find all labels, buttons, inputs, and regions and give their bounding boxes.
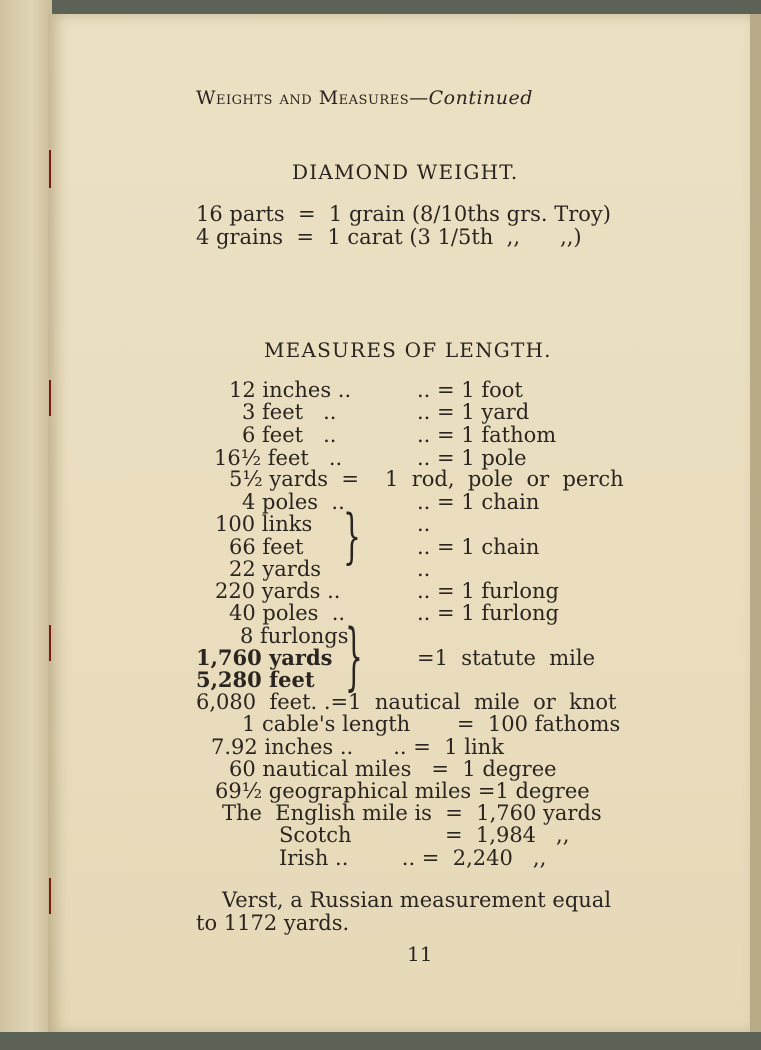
- running-header: [196, 86, 533, 110]
- length-right: .. = 1 furlong: [417, 579, 559, 603]
- margin-mark: [49, 150, 51, 188]
- length-right: ..: [417, 512, 431, 536]
- length-right: .. = 1 furlong: [417, 601, 559, 625]
- length-right: .. = 1 yard: [417, 400, 530, 424]
- length-right: ..: [417, 557, 431, 581]
- measures-of-length-title: MEASURES OF LENGTH.: [264, 338, 552, 362]
- length-left: 66 feet: [229, 535, 304, 559]
- book-bottom-edge: [0, 1032, 761, 1050]
- brace-three-lines: }: [343, 501, 361, 571]
- verst-note-line: Verst, a Russian measurement equal: [222, 888, 612, 912]
- length-left: 12 inches ..: [229, 378, 352, 402]
- length-left: 40 poles ..: [229, 601, 346, 625]
- margin-mark: [49, 625, 51, 661]
- header-continued: —Continued: [409, 87, 533, 109]
- length-line: Irish .. .. = 2,240 ,,: [279, 846, 547, 870]
- length-line: Scotch = 1,984 ,,: [279, 823, 570, 847]
- length-left: 6 feet ..: [242, 423, 337, 447]
- length-right: .. = 1 pole: [417, 446, 527, 470]
- length-right: .. = 1 foot: [417, 378, 523, 402]
- left-page-strip: [0, 0, 52, 1050]
- length-right: .. = 1 chain: [417, 490, 540, 514]
- length-left: 3 feet ..: [242, 400, 337, 424]
- length-left: 8 furlongs: [240, 624, 349, 648]
- verst-note-line: to 1172 yards.: [196, 911, 350, 935]
- margin-mark: [49, 380, 51, 416]
- brace-three-lines: }: [345, 613, 363, 699]
- length-line: The English mile is = 1,760 yards: [222, 801, 602, 825]
- page-number: 11: [407, 942, 433, 966]
- length-line: 6,080 feet. .=1 nautical mile or knot: [196, 690, 617, 714]
- page-right-edge: [750, 14, 761, 1034]
- length-left: 5½ yards =: [229, 467, 359, 491]
- length-left: 4 poles ..: [242, 490, 345, 514]
- length-left: 220 yards ..: [215, 579, 341, 603]
- length-left: 1,760 yards: [196, 645, 333, 670]
- diamond-row: 16 parts = 1 grain (8/10ths grs. Troy): [196, 202, 611, 226]
- length-right: 1 rod, pole or perch: [385, 467, 624, 491]
- length-left: 16½ feet ..: [214, 446, 343, 470]
- length-left: 5,280 feet: [196, 667, 315, 692]
- book-top-edge: [0, 0, 761, 14]
- diamond-row: 4 grains = 1 carat (3 1/5th ,, ,,): [196, 225, 582, 249]
- length-right: .. = 1 fathom: [417, 423, 557, 447]
- length-line: 60 nautical miles = 1 degree: [229, 757, 557, 781]
- length-line: 1 cable's length = 100 fathoms: [242, 712, 621, 736]
- length-left: 22 yards: [229, 557, 322, 581]
- margin-mark: [49, 878, 51, 914]
- length-left: 100 links: [215, 512, 313, 536]
- length-line: 7.92 inches .. .. = 1 link: [211, 735, 504, 759]
- length-line: 69½ geographical miles =1 degree: [215, 779, 590, 803]
- diamond-weight-title: DIAMOND WEIGHT.: [292, 160, 519, 184]
- header-title: Weights and Measures: [196, 87, 410, 109]
- length-right: =1 statute mile: [417, 646, 595, 670]
- length-right: .. = 1 chain: [417, 535, 540, 559]
